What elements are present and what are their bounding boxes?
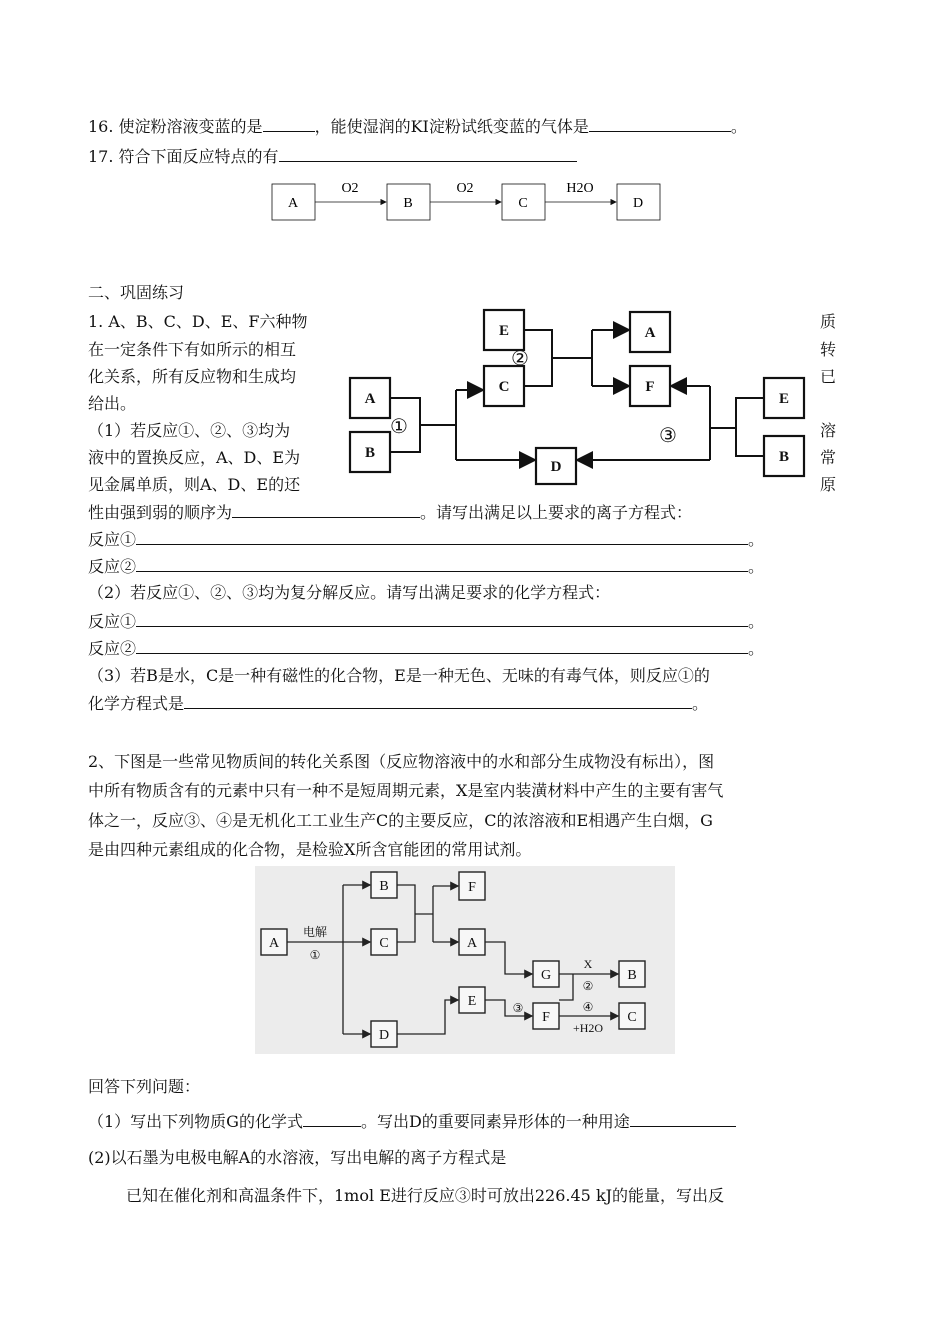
p1-part3-line1: （3）若B是水，C是一种有磁性的化合物，E是一种无色、无味的有毒气体，则反应①的 bbox=[88, 666, 710, 685]
p1-part2-reaction1-line bbox=[88, 611, 764, 632]
p1-right-char-1: 质 bbox=[820, 312, 837, 331]
p1-part2-reaction2-label: 反应② bbox=[88, 639, 137, 658]
p2-line-e-to-f bbox=[485, 1000, 532, 1016]
p2-q1-text-b: 。写出D的重要同素异形体的一种用途 bbox=[360, 1112, 630, 1131]
p1-line-right-merge bbox=[736, 398, 764, 456]
p1-reaction1-blank[interactable] bbox=[136, 529, 748, 545]
p2-line-bc-merge bbox=[397, 885, 415, 942]
q16-line bbox=[88, 116, 747, 137]
p2-line-d-up bbox=[397, 1000, 458, 1034]
p1-box-c-label: C bbox=[498, 379, 510, 395]
p1-part2-reaction2-line bbox=[88, 638, 764, 659]
q17-box-d-label: D bbox=[632, 196, 644, 211]
p1-part3-end: 。 bbox=[692, 694, 709, 713]
p2-line-a-to-g bbox=[485, 942, 532, 974]
p2-label-electrolysis: 电解 bbox=[302, 925, 328, 939]
p1-part3-blank[interactable] bbox=[184, 693, 692, 709]
p2-q1-text-a: （1）写出下列物质G的化学式 bbox=[88, 1112, 303, 1131]
q17-blank[interactable] bbox=[279, 146, 577, 162]
p2-q2: (2)以石墨为电极电解A的水溶液，写出电解的离子方程式是 bbox=[88, 1148, 507, 1167]
p2-q1-blank-2[interactable] bbox=[630, 1111, 736, 1127]
p2-q3: 已知在催化剂和高温条件下，1mol E进行反应③时可放出226.45 kJ的能量，写出反 bbox=[126, 1186, 725, 1205]
p1-part2: （2）若反应①、②、③均为复分解反应。请写出满足要求的化学方程式： bbox=[88, 583, 611, 602]
p2-box-e-label: E bbox=[467, 994, 477, 1009]
p1-reaction2-label: 反应② bbox=[88, 557, 137, 576]
p2-box-b-right-label: B bbox=[627, 968, 637, 983]
p2-box-d-label: D bbox=[378, 1028, 390, 1043]
q16-blank-2[interactable] bbox=[589, 116, 731, 132]
p2-q1-blank-1[interactable] bbox=[303, 1111, 361, 1127]
p2-label-r4: ④ bbox=[582, 1000, 594, 1014]
q17-box-b-label: B bbox=[403, 196, 413, 211]
p2-answer-intro: 回答下列问题： bbox=[88, 1077, 201, 1096]
p2-label-r2: ② bbox=[582, 979, 594, 993]
p1-right-char-3: 已 bbox=[820, 367, 837, 386]
p2-line-4: 是由四种元素组成的化合物，是检验X所含官能团的常用试剂。 bbox=[88, 840, 532, 859]
p1-part2-reaction2-end: 。 bbox=[748, 639, 765, 658]
p1-left-line-5: （1）若反应①、②、③均为 bbox=[88, 421, 291, 440]
p1-part2-reaction2-blank[interactable] bbox=[136, 638, 748, 654]
q17-text: 符合下面反应特点的有 bbox=[118, 147, 279, 166]
q17-arrow-3-label: H2O bbox=[566, 181, 594, 196]
p1-box-a-left-label: A bbox=[364, 391, 376, 407]
q17-box-a-label: A bbox=[287, 196, 299, 211]
p2-label-r1: ① bbox=[309, 948, 321, 962]
p2-box-f-top-label: F bbox=[468, 880, 476, 895]
p2-box-f-bottom-label: F bbox=[542, 1010, 550, 1025]
p2-box-b-top-label: B bbox=[379, 879, 389, 894]
p2-label-r3: ③ bbox=[512, 1001, 524, 1015]
p1-left-line-3: 化关系，所有反应物和生成均 bbox=[88, 367, 297, 386]
p1-box-e-top-label: E bbox=[498, 323, 510, 339]
p1-mark-1: ① bbox=[390, 416, 408, 438]
p1-right-char-6: 常 bbox=[820, 448, 837, 467]
p1-right-char-7: 原 bbox=[820, 475, 837, 494]
p1-reaction2-blank[interactable] bbox=[136, 556, 748, 572]
p1-ion-eq-text: 。请写出满足以上要求的离子方程式： bbox=[420, 503, 693, 522]
p2-box-a-left-label: A bbox=[268, 936, 280, 951]
p1-reaction2-end: 。 bbox=[748, 557, 765, 576]
p2-box-g-label: G bbox=[540, 968, 552, 983]
q17-flow-diagram bbox=[262, 176, 682, 228]
p1-part2-reaction1-end: 。 bbox=[748, 612, 765, 631]
p1-left-line-1: 1. A、B、C、D、E、F六种物 bbox=[88, 312, 308, 331]
p1-box-a-right-label: A bbox=[644, 325, 656, 341]
p2-line-3: 体之一，反应③、④是无机化工工业生产C的主要反应，C的浓溶液和E相遇产生白烟，G bbox=[88, 811, 713, 830]
q17-arrow-1-label: O2 bbox=[341, 181, 359, 196]
p1-left-line-7: 见金属单质，则A、D、E的还 bbox=[88, 475, 301, 494]
q17-arrow-2-label: O2 bbox=[456, 181, 474, 196]
p1-left-line-6: 液中的置换反应，A、D、E为 bbox=[88, 448, 301, 467]
p1-box-e-right-label: E bbox=[778, 391, 790, 407]
p1-mark-2: ② bbox=[511, 348, 529, 370]
p1-reaction1-line bbox=[88, 529, 764, 550]
p1-box-f-label: F bbox=[645, 379, 655, 395]
p1-line-8 bbox=[88, 502, 692, 523]
p2-label-x: X bbox=[583, 957, 593, 971]
p2-line-2: 中所有物质含有的元素中只有一种不是短周期元素，X是室内装潢材料中产生的主要有害气 bbox=[88, 781, 724, 800]
q16-text-b: ，能使湿润的KI淀粉试纸变蓝的气体是 bbox=[314, 117, 589, 136]
p1-left-line-2: 在一定条件下有如所示的相互 bbox=[88, 340, 297, 359]
q16-blank-1[interactable] bbox=[263, 116, 315, 132]
p2-box-c-right-label: C bbox=[627, 1010, 637, 1025]
q17-number: 17. bbox=[88, 147, 114, 166]
p1-left-line-4: 给出。 bbox=[88, 394, 137, 413]
p2-label-water: +H2O bbox=[572, 1021, 604, 1035]
p2-box-c-mid-label: C bbox=[379, 936, 389, 951]
section-title: 二、巩固练习 bbox=[88, 283, 185, 302]
p1-diagram bbox=[346, 304, 816, 490]
p1-part3-text: 化学方程式是 bbox=[88, 694, 185, 713]
q16-number: 16. bbox=[88, 117, 114, 136]
p1-right-char-2: 转 bbox=[820, 340, 837, 359]
p2-line-1: 2、下图是一些常见物质间的转化关系图（反应物溶液中的水和部分生成物没有标出），图 bbox=[88, 752, 715, 771]
p1-part2-reaction1-label: 反应① bbox=[88, 612, 137, 631]
p1-right-char-5: 溶 bbox=[820, 421, 837, 440]
p1-reaction1-end: 。 bbox=[748, 530, 765, 549]
p1-reaction1-label: 反应① bbox=[88, 530, 137, 549]
p2-diagram bbox=[255, 866, 675, 1054]
p1-order-blank[interactable] bbox=[232, 502, 420, 518]
p2-box-a-mid-label: A bbox=[466, 936, 478, 951]
p2-q1-line bbox=[88, 1111, 736, 1132]
p1-part3-line2 bbox=[88, 693, 708, 714]
p1-box-b-right-label: B bbox=[778, 449, 790, 465]
q16-end: 。 bbox=[730, 117, 747, 136]
q17-line bbox=[88, 146, 577, 167]
p1-box-d-label: D bbox=[550, 459, 562, 475]
p1-mark-3: ③ bbox=[659, 425, 677, 447]
p1-part2-reaction1-blank[interactable] bbox=[136, 611, 748, 627]
p1-box-b-left-label: B bbox=[364, 445, 376, 461]
p1-reaction2-line bbox=[88, 556, 764, 577]
q17-box-c-label: C bbox=[518, 196, 528, 211]
p2-line-g-feedback bbox=[559, 974, 573, 1000]
p1-order-text: 性由强到弱的顺序为 bbox=[88, 503, 233, 522]
q16-text-a: 使淀粉溶液变蓝的是 bbox=[118, 117, 263, 136]
